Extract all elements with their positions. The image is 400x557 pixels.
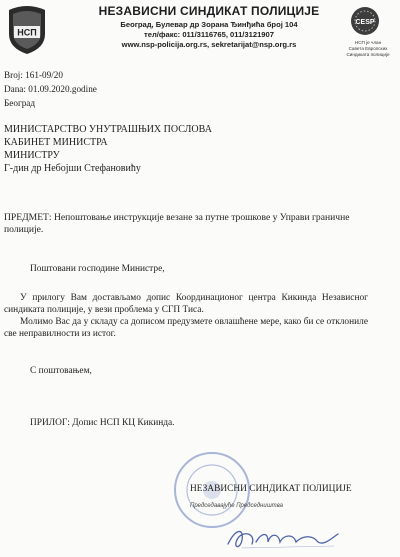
document-number: Broj: 161-09/20 <box>4 70 63 80</box>
nsp-logo-text: НСП <box>17 27 37 38</box>
cesp-caption <box>340 40 396 58</box>
handwritten-signature <box>222 520 342 554</box>
cesp-logo <box>350 6 380 36</box>
letterhead <box>64 4 354 50</box>
document-date: Dana: 01.09.2020.godine <box>4 84 97 94</box>
recipient-line: МИНИСТРУ <box>4 150 60 161</box>
cesp-caption-line: Савета Европских <box>348 46 388 51</box>
org-phone: тел/факс: 011/3116765, 011/3121907 <box>144 30 274 39</box>
recipient-line: МИНИСТАРСТВО УНУТРАШЊИХ ПОСЛОВА <box>4 124 212 135</box>
org-title: НЕЗАВИСНИ СИНДИКАТ ПОЛИЦИЈЕ <box>98 4 320 18</box>
org-address: Београд, Булевар др Зорана Ђинђића број 104 <box>120 20 298 29</box>
cesp-caption-line: НСП је члан <box>354 40 382 45</box>
body-paragraph: У прилогу Вам достављамо допис Координационог центра Кикинда Независног синдиката полиције, у вези проблема у СГП Тиса. <box>4 293 368 315</box>
signature-org-name: НЕЗАВИСНИ СИНДИКАТ ПОЛИЦИЈЕ <box>190 484 352 494</box>
org-web: www.nsp-policija.org.rs, sekretarijat@nsp.org.rs <box>121 40 297 49</box>
salutation: Поштовани господине Министре, <box>30 264 165 274</box>
attachment: ПРИЛОГ: Допис НСП КЦ Кикинда. <box>30 418 175 428</box>
nsp-shield-logo <box>6 4 48 56</box>
recipient-name: Г-дин др Небојши Стефановићу <box>4 163 141 174</box>
body-paragraph: Молимо Вас да у складу са дописом предузмете овлашћене мере, како би се отклониле све неправилности из истог. <box>4 317 368 339</box>
cesp-caption-line: Синдиката полиције <box>346 52 390 57</box>
cesp-logo-text: CESP <box>355 19 375 26</box>
document-city: Београд <box>4 98 36 108</box>
signature-label: Председавајуће Председништва <box>190 503 284 509</box>
closing: С поштовањем, <box>30 366 92 376</box>
subject: ПРЕДМЕТ: Непоштовање инструкције везане за путне трошкове у Управи граничне полиције. <box>4 212 350 235</box>
recipient-line: КАБИНЕТ МИНИСТРА <box>4 137 108 148</box>
